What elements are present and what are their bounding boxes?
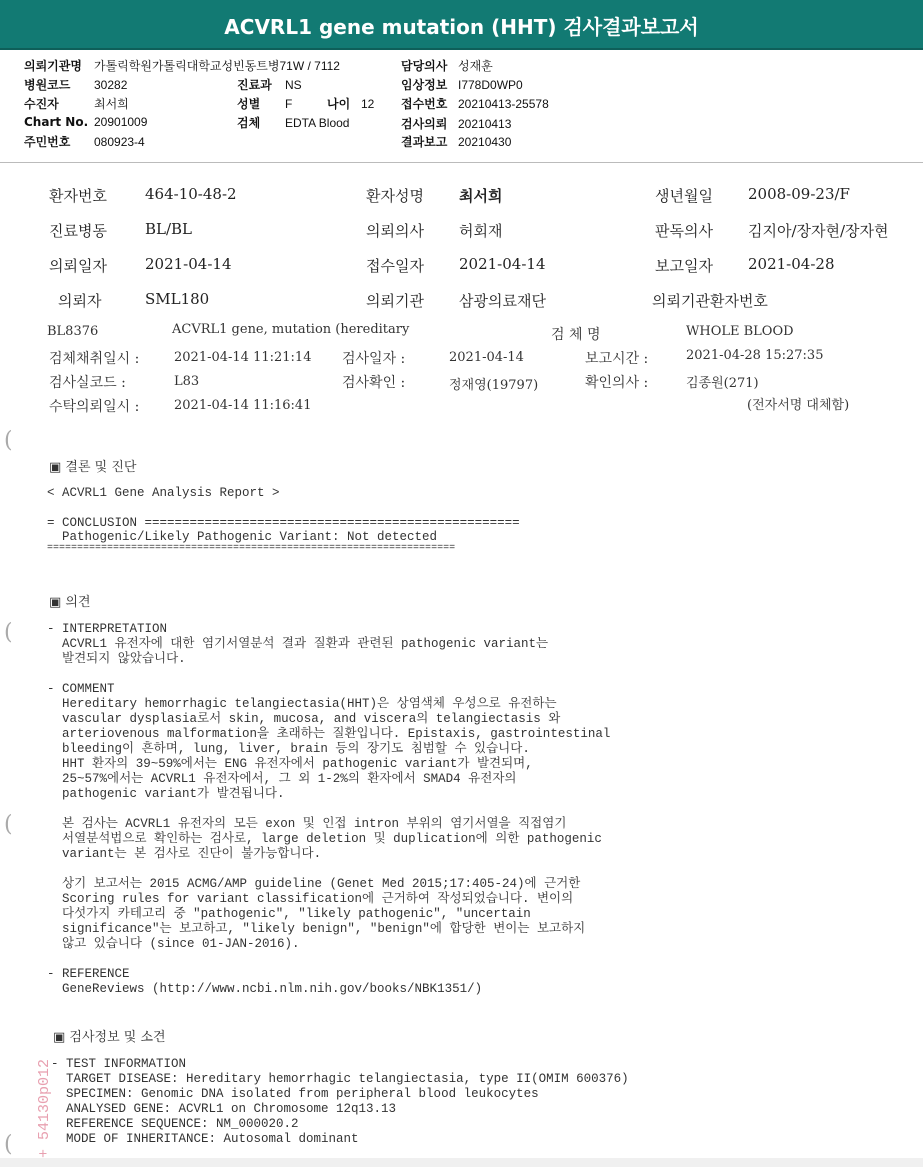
label-test-confirm: 검사확인 : (342, 375, 406, 391)
comment-line: 25~57%에서는 ACVRL1 유전자에서, 그 외 1-2%의 환자에서 SMAD4 유전자의 (47, 772, 517, 786)
method-line: 서열분석법으로 확인하는 검사로, large deletion 및 duplication에 의한 pathogenic (47, 832, 602, 846)
meta-reported: 결과보고 20210430 (401, 135, 512, 149)
label-confirm-doctor: 확인의사 : (585, 375, 649, 391)
value-confirm-doctor: 김종원(271) (686, 376, 759, 391)
guideline-line: 다섯가지 카테고리 중 "pathogenic", "likely pathogenic", "uncertain (47, 907, 531, 921)
label-consign-time: 수탁의뢰일시 : (49, 399, 140, 415)
meta-requested: 검사의뢰 20210413 (401, 117, 512, 131)
meta-clinical-info: 임상정보 I778D0WP0 (401, 78, 523, 92)
label-ward: 진료병동 (49, 222, 107, 240)
specimen-sample: WHOLE BLOOD (686, 324, 794, 339)
report-header (0, 0, 923, 50)
value-report-time: 2021-04-28 15:27:35 (686, 348, 824, 363)
test-info-line: SPECIMEN: Genomic DNA isolated from peripheral blood leukocytes (51, 1087, 539, 1101)
meta-hospital: 의뢰기관명 가톨릭학원가톨릭대학교성빈동트병71W / 7112 (24, 59, 340, 73)
meta-doctor: 담당의사 성재훈 (401, 59, 493, 73)
comment-line: vascular dysplasia로서 skin, mucosa, and viscera의 telangiectasis 와 (47, 712, 561, 726)
guideline-line: significance"는 보고하고, "likely benign", "benign"에 합당한 변이는 보고하지 (47, 922, 586, 936)
section-conclusion-title: ▣ 결론 및 진단 (49, 460, 137, 475)
method-line: 본 검사는 ACVRL1 유전자의 모든 exon 및 인접 intron 부위의 염기서열을 직접염기 (47, 817, 567, 831)
value-receipt-date: 2021-04-14 (459, 255, 546, 273)
value-birthdate: 2008-09-23/F (748, 185, 850, 203)
value-patient-no: 464-10-48-2 (145, 185, 237, 203)
conclusion-header: = CONCLUSION ================================================== (47, 516, 520, 530)
label-birthdate: 생년월일 (655, 187, 713, 205)
meta-specimen: 검체 EDTA Blood (237, 116, 350, 130)
label-test-date: 검사일자 : (342, 351, 406, 367)
value-requester: SML180 (145, 290, 210, 308)
label-req-date: 의뢰일자 (49, 257, 107, 275)
analysis-title: < ACVRL1 Gene Analysis Report > (47, 486, 280, 500)
meta-patient: 수진자 최서희 (24, 97, 129, 111)
comment-line: Hereditary hemorrhagic telangiectasia(HHT)은 상염색체 우성으로 유전하는 (47, 697, 557, 711)
label-receipt-date: 접수일자 (366, 257, 424, 275)
value-reading-doctor: 김지아/장자현/장자현 (748, 222, 889, 240)
conclusion-rule: ==================================================================== (47, 543, 456, 554)
method-line: variant는 본 검사로 진단이 불가능합니다. (47, 847, 322, 861)
meta-department: 진료과 NS (237, 78, 302, 92)
report-title: ACVRL1 gene mutation (HHT) 검사결과보고서 (224, 15, 699, 39)
specimen-sample-label: 검 체 명 (551, 327, 601, 343)
label-lab-code: 검사실코드 : (49, 375, 126, 391)
meta-age: 나이 12 (327, 97, 375, 111)
label-requester: 의뢰자 (58, 292, 102, 310)
value-collect-time: 2021-04-14 11:21:14 (174, 350, 312, 365)
guideline-line: 않고 있습니다 (since 01-JAN-2016). (47, 937, 300, 951)
value-patient-name: 최서희 (459, 187, 503, 205)
value-test-date: 2021-04-14 (449, 350, 524, 365)
label-inst-patient-no: 의뢰기관환자번호 (652, 292, 768, 310)
meta-resident-no: 주민번호 080923-4 (24, 135, 145, 149)
interpretation-line: 발견되지 않았습니다. (47, 652, 186, 666)
specimen-code: BL8376 (47, 324, 99, 339)
scan-mark: ( (4, 812, 13, 837)
test-info-line: MODE OF INHERITANCE: Autosomal dominant (51, 1132, 359, 1146)
scanned-report (0, 170, 923, 1167)
meta-hospital-code: 병원코드 30282 (24, 78, 128, 92)
label-patient-name: 환자성명 (366, 187, 424, 205)
label-reading-doctor: 판독의사 (655, 222, 713, 240)
label-collect-time: 검체채취일시 : (49, 351, 140, 367)
test-info-line: ANALYSED GENE: ACVRL1 on Chromosome 12q13.13 (51, 1102, 397, 1116)
interpretation-heading: - INTERPRETATION (47, 622, 168, 636)
comment-line: bleeding이 흔하며, lung, liver, brain 등의 장기도 침범할 수 있습니다. (47, 742, 530, 756)
value-report-date: 2021-04-28 (748, 255, 835, 273)
reference-heading: - REFERENCE (47, 967, 130, 981)
bottom-strip (0, 1158, 923, 1167)
header-divider (0, 162, 923, 163)
value-consign-time: 2021-04-14 11:16:41 (174, 398, 312, 413)
label-req-doctor: 의뢰의사 (366, 222, 424, 240)
comment-heading: - COMMENT (47, 682, 115, 696)
value-test-confirm: 정재영(19797) (449, 378, 539, 393)
value-req-doctor: 허회재 (459, 222, 503, 240)
label-patient-no: 환자번호 (49, 187, 107, 205)
test-info-line: TARGET DISEASE: Hereditary hemorrhagic telangiectasia, type II(OMIM 600376) (51, 1072, 629, 1086)
label-report-time: 보고시간 : (585, 351, 649, 367)
value-lab-code: L83 (174, 374, 200, 389)
test-info-line: - TEST INFORMATION (51, 1057, 187, 1071)
meta-sex: 성별 F (237, 97, 293, 111)
stamp-text: + 54130p012 (36, 1058, 53, 1158)
vertical-stamp (33, 1020, 53, 1160)
meta-chart-no: Chart No. 20901009 (24, 115, 148, 129)
test-info-line: REFERENCE SEQUENCE: NM_000020.2 (51, 1117, 299, 1131)
guideline-line: Scoring rules for variant classification에 근거하여 작성되었습니다. 변이의 (47, 892, 574, 906)
signature-note: (전자서명 대체함) (747, 398, 850, 413)
value-req-date: 2021-04-14 (145, 255, 232, 273)
scan-mark: ( (4, 1132, 13, 1157)
comment-line: HHT 환자의 39~59%에서는 ENG 유전자에서 pathogenic variant가 발견되며, (47, 757, 533, 771)
section-opinion-title: ▣ 의견 (49, 595, 91, 610)
label-req-institution: 의뢰기관 (366, 292, 424, 310)
comment-line: pathogenic variant가 발견됩니다. (47, 787, 285, 801)
meta-receipt-no: 접수번호 20210413-25578 (401, 97, 549, 111)
value-ward: BL/BL (145, 220, 193, 238)
label-report-date: 보고일자 (655, 257, 713, 275)
specimen-test-name: ACVRL1 gene, mutation (hereditary (172, 322, 410, 337)
guideline-line: 상기 보고서는 2015 ACMG/AMP guideline (Genet Med 2015;17:405-24)에 근거한 (47, 877, 581, 891)
interpretation-line: ACVRL1 유전자에 대한 염기서열분석 결과 질환과 관련된 pathogenic variant는 (47, 637, 549, 651)
scan-mark: ( (4, 620, 13, 645)
comment-line: arteriovenous malformation을 초래하는 질환입니다. Epistaxis, gastrointestinal (47, 727, 611, 741)
reference-link: GeneReviews (http://www.ncbi.nlm.nih.gov/books/NBK1351/) (47, 982, 483, 996)
scan-mark: ( (4, 428, 13, 453)
section-testinfo-title: ▣ 검사정보 및 소견 (53, 1030, 166, 1045)
conclusion-text: Pathogenic/Likely Pathogenic Variant: Not detected (47, 530, 438, 544)
value-req-institution: 삼광의료재단 (459, 292, 546, 310)
